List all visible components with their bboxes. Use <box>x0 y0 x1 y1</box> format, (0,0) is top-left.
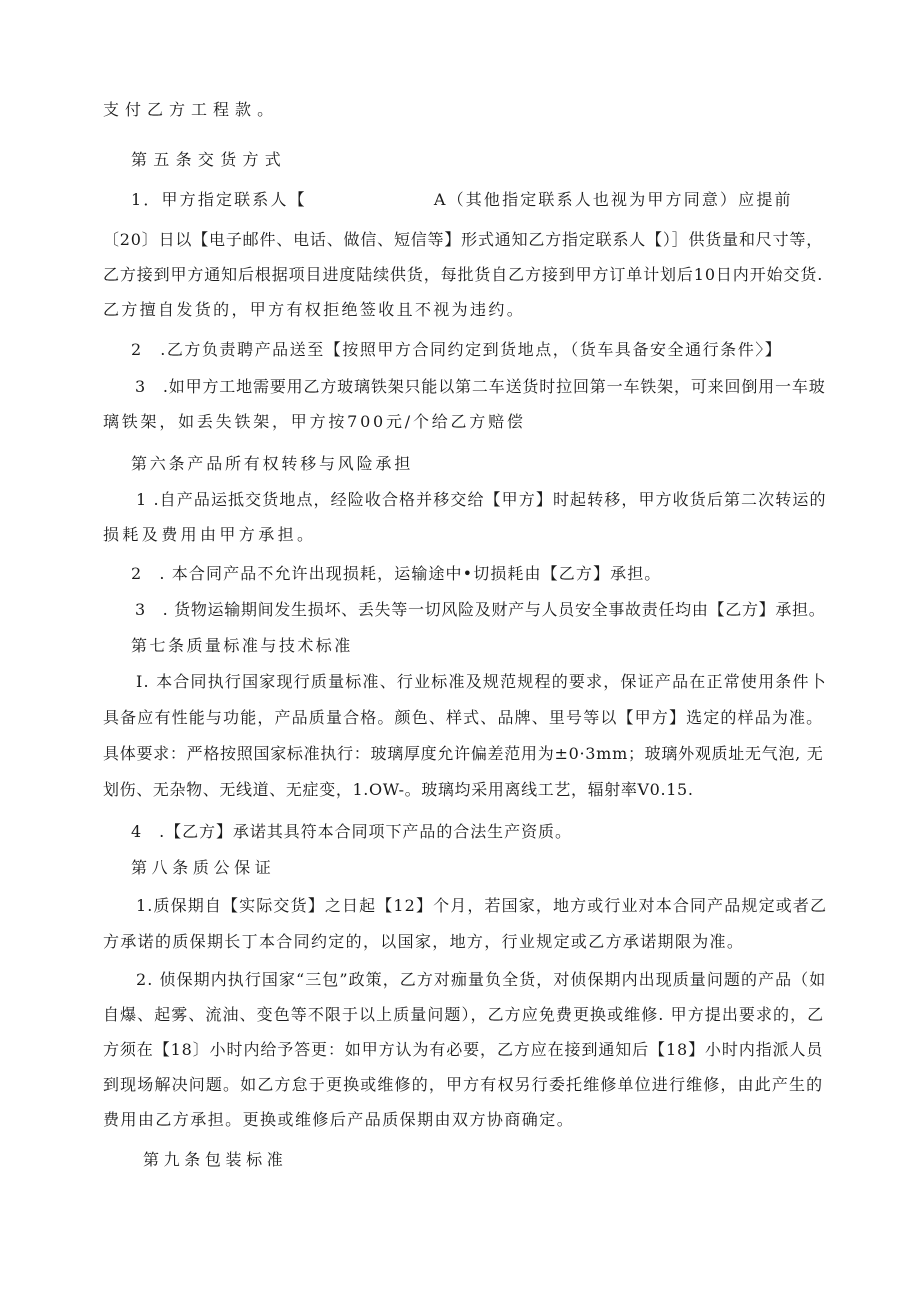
section-heading: 第九条包装标准 <box>143 1150 288 1169</box>
text-line: 到现场解决问题。如乙方怠于更换或维修的，甲方有权另行委托维修单位进行维修，由此产生的 <box>103 1075 824 1094</box>
text-line: 3 .如甲方工地需要用乙方玻璃铁架只能以第二车送货时拉回第一车铁架，可来回倒用一车玻 <box>135 377 826 396</box>
text-line: 乙方擅自发货的，甲方有权拒绝签收且不视为违约。 <box>103 300 526 319</box>
text-line: 2 .乙方负责聘产品送至【按照甲方合同约定到货地点，（货车具备安全通行条件〉】 <box>131 340 783 359</box>
text-line: 3 . 货物运输期间发生损坏、丢失等一切风险及财产与人员安全事故责任均由【乙方】承担。 <box>135 600 826 619</box>
text-line: 〔20〕日以【电子邮件、电话、做信、短信等】形式通知乙方指定联系人【）］供货量和尺寸等， <box>103 230 824 249</box>
section-heading: 第六条产品所有权转移与风险承担 <box>131 454 414 473</box>
text-line: 划伤、无杂物、无线道、无症变，1.OW-。玻璃均采用离线工艺，辐射率V0.15. <box>103 780 694 799</box>
text-line: 璃铁架，如丢失铁架，甲方按700元/个给乙方赔偿 <box>103 412 526 431</box>
text-line: 损耗及费用由甲方承担。 <box>103 525 317 544</box>
text-line: 支付乙方工程款。 <box>103 100 280 119</box>
text-line: 1．甲方指定联系人【 A（其他指定联系人也视为甲方同意）应提前 <box>131 190 793 209</box>
text-line: 方承诺的质保期长丁本合同约定的，以国家，地方，行业规定或乙方承诺期限为准。 <box>103 932 745 951</box>
section-heading: 第七条质量标准与技术标准 <box>131 636 353 655</box>
text-line: 费用由乙方承担。更换或维修后产品质保期由双方协商确定。 <box>103 1110 575 1129</box>
text-line: 1.质保期自【实际交货】之日起【12】个月，若国家，地方或行业对本合同产品规定或者乙 <box>136 896 828 915</box>
text-line: 2. 侦保期内执行国家“三包”政策，乙方对痂量负全货，对侦保期内出现质量问题的产品（如 <box>136 970 827 989</box>
text-line: 乙方接到甲方通知后根据项目进度陆续供货，每批货自乙方接到甲方订单计划后10日内开始交货. <box>103 265 824 284</box>
text-line: 方须在【18〕小时内给予答更：如甲方认为有必要，乙方应在接到通知后【18】小时内指派人员 <box>103 1040 824 1059</box>
section-heading: 第八条质公保证 <box>131 858 276 877</box>
text-line: 自爆、起雾、流油、变色等不限于以上质量问题），乙方应免费更换或维修. 甲方提出要求的，乙 <box>103 1005 825 1024</box>
text-line: 1 .自产品运抵交货地点，经险收合格并移交给【甲方】时起转移，甲方收货后第二次转运的 <box>136 490 827 509</box>
text-line: 具体要求：严格按照国家标准执行：玻璃厚度允许偏差范用为±0·3mm；玻璃外观质址无气泡, 无 <box>103 744 824 763</box>
text-line: I. 本合同执行国家现行质量标准、行业标准及规范规程的要求，保证产品在正常使用条件卜 <box>136 672 827 691</box>
text-line: 4 .【乙方】承诺其具符本合同项下产品的合法生产资质。 <box>131 822 572 841</box>
text-line: 2 . 本合同产品不允许出现损耗，运输途中•切损耗由【乙方】承担。 <box>131 564 662 583</box>
text-line: 具备应有性能与功能，产品质量合格。颜色、样式、品牌、里号等以【甲方】选定的样品为准。 <box>103 708 824 727</box>
section-heading: 第五条交货方式 <box>131 150 288 169</box>
